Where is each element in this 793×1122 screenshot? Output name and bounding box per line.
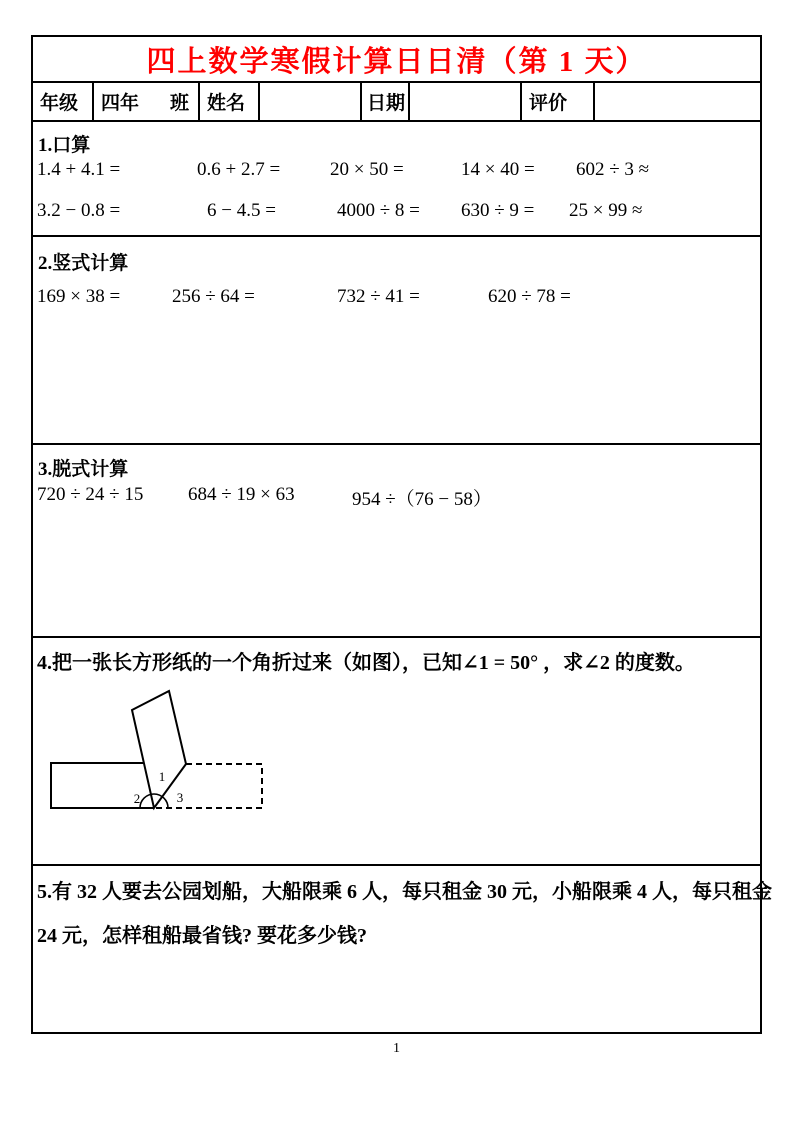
name-label: 姓名 (207, 93, 246, 114)
problem-statement-line2: 24 元，怎样租船最省钱? 要花多少钱? (37, 925, 367, 947)
oral-problem: 0.6 + 2.7 = (197, 159, 281, 180)
section-vertical-calculation (33, 235, 760, 443)
vertical-problem: 620 ÷ 78 = (488, 286, 571, 307)
page-title: 四上数学寒假计算日日清（第 1 天） (146, 45, 647, 78)
section-stepwise-calculation (33, 443, 760, 636)
oral-problem: 14 × 40 = (461, 159, 535, 180)
stepwise-problem: 684 ÷ 19 × 63 (188, 484, 295, 505)
oral-problem: 602 ÷ 3 ≈ (576, 159, 650, 180)
oral-problem: 4000 ÷ 8 = (337, 200, 420, 221)
angle-1-label: 1 (158, 769, 166, 784)
worksheet-table (31, 35, 772, 1034)
stepwise-problem: 954 ÷（76 − 58） (352, 489, 492, 510)
section-heading: 2.竖式计算 (38, 253, 129, 274)
vertical-problem: 732 ÷ 41 = (337, 286, 420, 307)
grade-label: 年级 (40, 93, 79, 114)
grade-value: 四年 (101, 93, 140, 114)
name-label-cell (198, 83, 258, 120)
oral-problem: 630 ÷ 9 = (461, 200, 535, 221)
section-fold-angle-problem (33, 636, 760, 864)
grade-label-cell (33, 83, 92, 120)
rating-input-cell[interactable] (593, 83, 760, 120)
oral-problem: 20 × 50 = (330, 159, 404, 180)
stepwise-problem: 720 ÷ 24 ÷ 15 (37, 484, 144, 505)
name-input-cell[interactable] (258, 83, 360, 120)
info-header-row (33, 81, 760, 120)
rating-label-cell (520, 83, 593, 120)
fold-diagram (49, 684, 269, 814)
section-boat-rental-problem (33, 864, 772, 1032)
problem-statement: 4.把一张长方形纸的一个角折过来（如图），已知∠1 = 50° ，求∠2 的度数。 (37, 652, 695, 674)
vertical-problem: 169 × 38 = (37, 286, 121, 307)
oral-problem: 6 − 4.5 = (207, 200, 276, 221)
class-label: 班 (169, 93, 189, 114)
problem-statement-line1: 5.有 32 人要去公园划船，大船限乘 6 人，每只租金 30 元，小船限乘 4 人，每只租金 (37, 881, 772, 903)
date-input-cell[interactable] (408, 83, 520, 120)
grade-value-cell[interactable] (92, 83, 198, 120)
section-heading: 1.口算 (38, 135, 91, 156)
section-heading: 3.脱式计算 (38, 459, 129, 480)
page-number: 1 (393, 1041, 400, 1056)
date-label-cell (360, 83, 408, 120)
vertical-problem: 256 ÷ 64 = (172, 286, 255, 307)
angle-2-label: 2 (133, 791, 141, 806)
date-label: 日期 (367, 93, 406, 114)
oral-problem: 3.2 − 0.8 = (37, 200, 121, 221)
angle-3-label: 3 (176, 790, 184, 805)
oral-problem: 1.4 + 4.1 = (37, 159, 121, 180)
section-oral-calculation (33, 120, 760, 235)
rating-label: 评价 (529, 93, 568, 114)
oral-problem: 25 × 99 ≈ (569, 200, 643, 221)
title-row (33, 37, 760, 81)
